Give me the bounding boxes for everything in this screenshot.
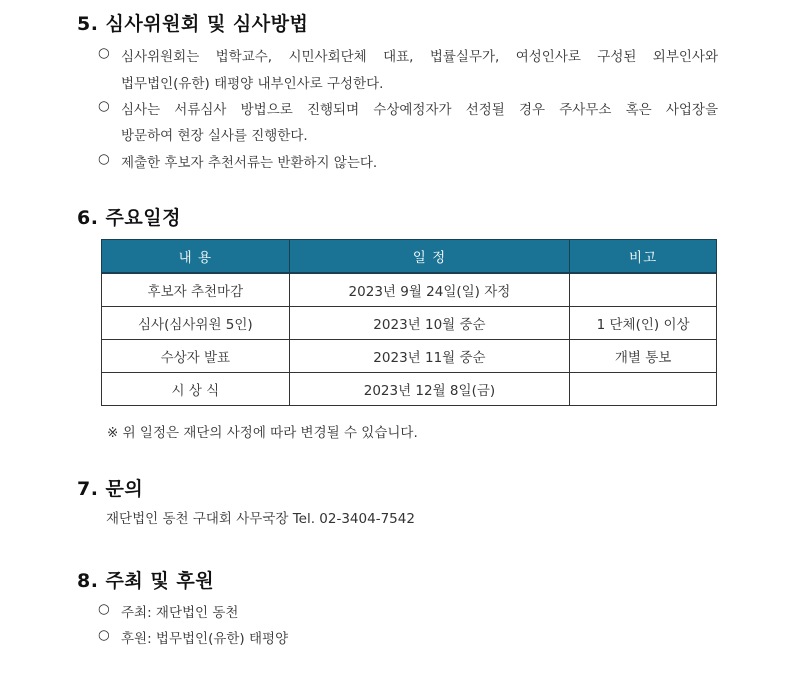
table-cell: 개별 통보 — [570, 340, 717, 373]
table-cell: 후보자 추천마감 — [102, 273, 290, 307]
circle-bullet-icon: ○ — [98, 45, 110, 61]
circle-bullet-icon: ○ — [98, 151, 110, 167]
contact-info: 재단법인 동천 구대회 사무국장 Tel. 02-3404-7542 — [106, 511, 415, 527]
table-cell: 2023년 9월 24일(일) 자정 — [289, 273, 570, 307]
table-row — [102, 373, 717, 406]
table-cell: 2023년 12월 8일(금) — [289, 373, 570, 406]
circle-bullet-icon: ○ — [98, 98, 110, 114]
section-7-heading: 7. 문의 — [77, 478, 144, 500]
table-cell: 2023년 10월 중순 — [289, 307, 570, 340]
section-6-heading: 6. 주요일정 — [77, 207, 181, 229]
bullet-text: 주최: 재단법인 동천 — [121, 605, 239, 621]
schedule-note: ※ 위 일정은 재단의 사정에 따라 변경될 수 있습니다. — [107, 425, 418, 441]
table-cell: 1 단체(인) 이상 — [570, 307, 717, 340]
table-row — [102, 273, 717, 307]
table-cell: 심사(심사위원 5인) — [102, 307, 290, 340]
section-8-heading: 8. 주최 및 후원 — [77, 570, 215, 592]
table-cell — [570, 373, 717, 406]
table-row — [102, 307, 717, 340]
table-cell — [570, 273, 717, 307]
table-row — [102, 340, 717, 373]
table-cell: 2023년 11월 중순 — [289, 340, 570, 373]
column-header-content: 내 용 — [102, 240, 290, 274]
section-5-heading: 5. 심사위원회 및 심사방법 — [77, 13, 309, 35]
bullet-text-continued: 법무법인(유한) 태평양 내부인사로 구성한다. — [121, 76, 384, 92]
circle-bullet-icon: ○ — [98, 627, 110, 643]
table-cell: 시 상 식 — [102, 373, 290, 406]
column-header-remarks: 비고 — [570, 240, 717, 274]
bullet-text: 제출한 후보자 추천서류는 반환하지 않는다. — [121, 155, 378, 171]
table-cell: 수상자 발표 — [102, 340, 290, 373]
bullet-text-continued: 방문하여 현장 실사를 진행한다. — [121, 128, 308, 144]
column-header-schedule: 일 정 — [289, 240, 570, 274]
schedule-table — [101, 239, 717, 406]
bullet-text: 심사는 서류심사 방법으로 진행되며 수상예정자가 선정될 경우 주사무소 혹은 사업장을 — [121, 102, 718, 118]
table-header-row — [102, 240, 717, 274]
bullet-text: 심사위원회는 법학교수, 시민사회단체 대표, 법률실무가, 여성인사로 구성된 외부인사와 — [121, 49, 718, 65]
circle-bullet-icon: ○ — [98, 601, 110, 617]
bullet-text: 후원: 법무법인(유한) 태평양 — [121, 631, 289, 647]
